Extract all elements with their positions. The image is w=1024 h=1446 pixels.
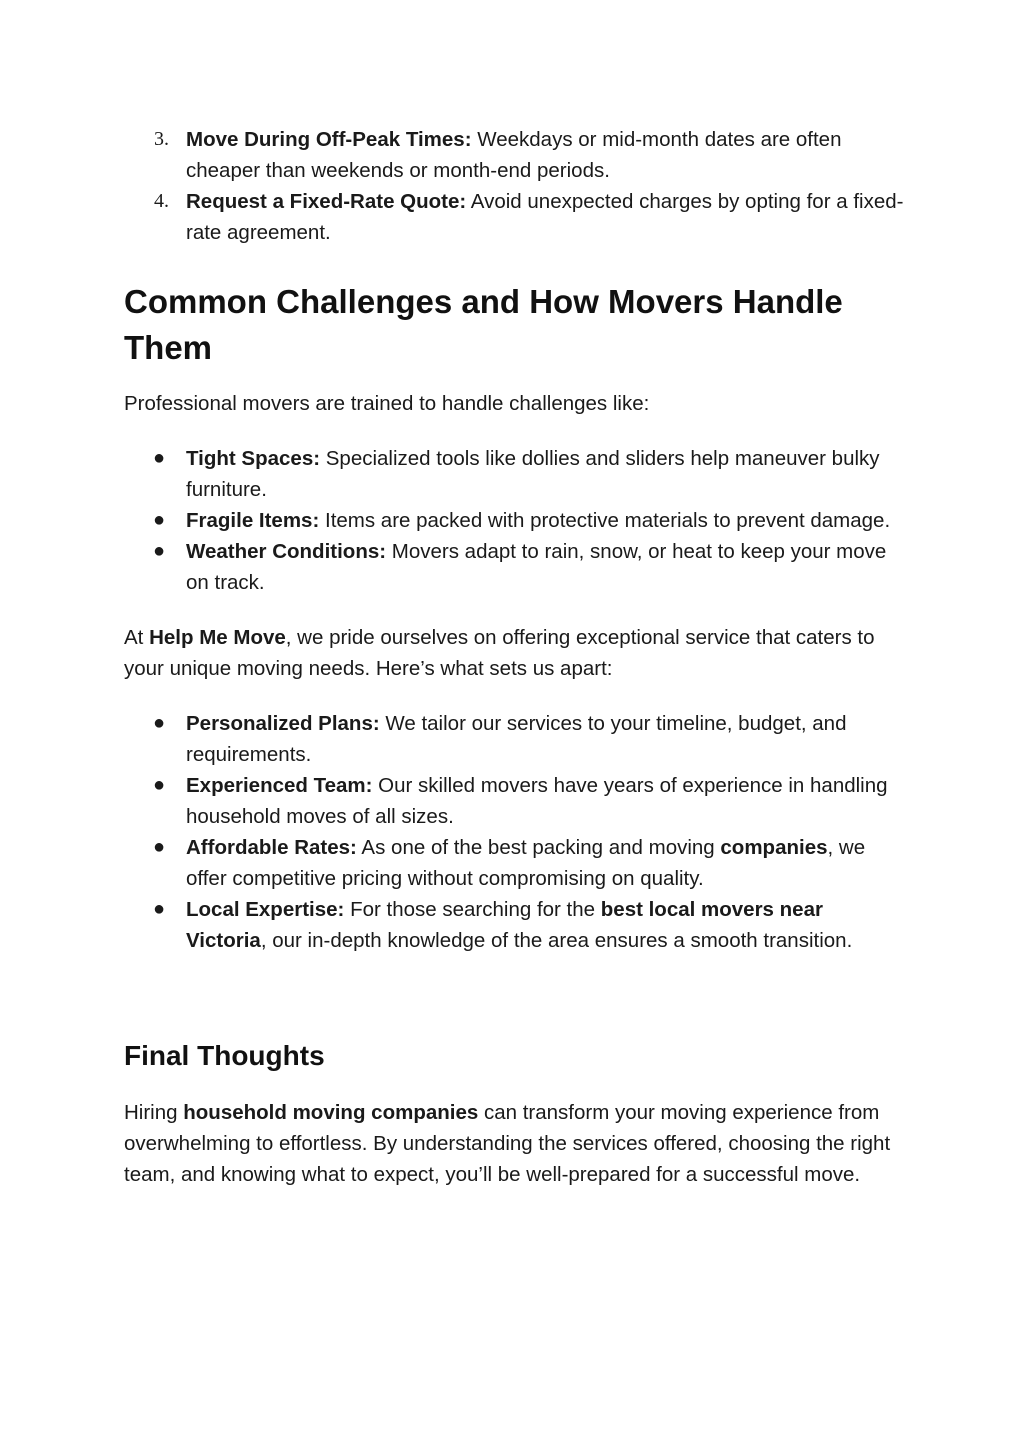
item-label: Affordable Rates: <box>186 836 357 859</box>
item-text: Avoid unexpected charges by opting for a fixed-rate agreement. <box>186 190 904 244</box>
item-label: Local Expertise: <box>186 898 345 921</box>
about-intro-suffix: , we pride ourselves on offering exceptional service that caters to your unique moving needs. Here’s what sets us apart: <box>124 626 875 680</box>
item-text: Weekdays or mid-month dates are often cheaper than weekends or month-end periods. <box>186 128 842 182</box>
final-suffix: can transform your moving experience from overwhelming to effortless. By understanding the services offered, choosing the right team, and knowing what to expect, you’ll be well-prepared for a successful move. <box>124 1101 891 1186</box>
numbered-list <box>124 124 904 248</box>
about-intro-prefix: At <box>124 626 150 649</box>
item-text: As one of the best packing and moving <box>356 836 721 859</box>
item-label: Weather Conditions: <box>186 540 387 563</box>
bullet-icon: ● <box>153 447 166 469</box>
bullet-icon: ● <box>153 774 166 796</box>
list-number: 3. <box>154 128 169 150</box>
item-label: Tight Spaces: <box>186 447 321 470</box>
list-item <box>124 443 904 505</box>
list-item <box>124 770 904 832</box>
challenges-heading: Common Challenges and How Movers Handle Them <box>124 283 843 366</box>
challenges-intro: Professional movers are trained to handle challenges like: <box>124 392 650 415</box>
list-item <box>124 505 904 536</box>
bullet-icon: ● <box>153 540 166 562</box>
final-prefix: Hiring <box>124 1101 184 1124</box>
about-intro <box>124 622 904 684</box>
list-item <box>124 536 904 598</box>
list-number: 4. <box>154 190 169 212</box>
list-item <box>124 124 904 186</box>
item-label: Fragile Items: <box>186 509 320 532</box>
bullet-icon: ● <box>153 712 166 734</box>
item-label: Move During Off-Peak Times: <box>186 128 472 151</box>
item-text: Items are packed with protective materials to prevent damage. <box>319 509 891 532</box>
list-item <box>124 832 904 894</box>
about-list <box>124 708 904 956</box>
item-keyword: best local movers near Victoria <box>186 898 823 952</box>
final-heading: Final Thoughts <box>124 1040 325 1071</box>
item-label: Request a Fixed-Rate Quote: <box>186 190 467 213</box>
item-text: , our in-depth knowledge of the area ensures a smooth transition. <box>260 929 853 952</box>
item-keyword: companies <box>720 836 828 859</box>
bullet-icon: ● <box>153 509 166 531</box>
item-text: Our skilled movers have years of experience in handling household moves of all sizes. <box>186 774 888 828</box>
document-page <box>124 124 904 1190</box>
list-item <box>124 894 904 956</box>
bullet-icon: ● <box>153 898 166 920</box>
bullet-icon: ● <box>153 836 166 858</box>
brand-name: Help Me Move <box>149 626 286 649</box>
list-item <box>124 186 904 248</box>
final-keyword: household moving companies <box>183 1101 479 1124</box>
item-text: For those searching for the <box>344 898 601 921</box>
item-text: Movers adapt to rain, snow, or heat to keep your move on track. <box>186 540 887 594</box>
item-text: , we offer competitive pricing without compromising on quality. <box>186 836 866 890</box>
challenges-list <box>124 443 904 598</box>
list-item <box>124 708 904 770</box>
item-text: We tailor our services to your timeline, budget, and requirements. <box>186 712 847 766</box>
item-text: Specialized tools like dollies and sliders help maneuver bulky furniture. <box>186 447 880 501</box>
final-paragraph <box>124 1097 904 1190</box>
item-label: Experienced Team: <box>186 774 373 797</box>
item-label: Personalized Plans: <box>186 712 380 735</box>
